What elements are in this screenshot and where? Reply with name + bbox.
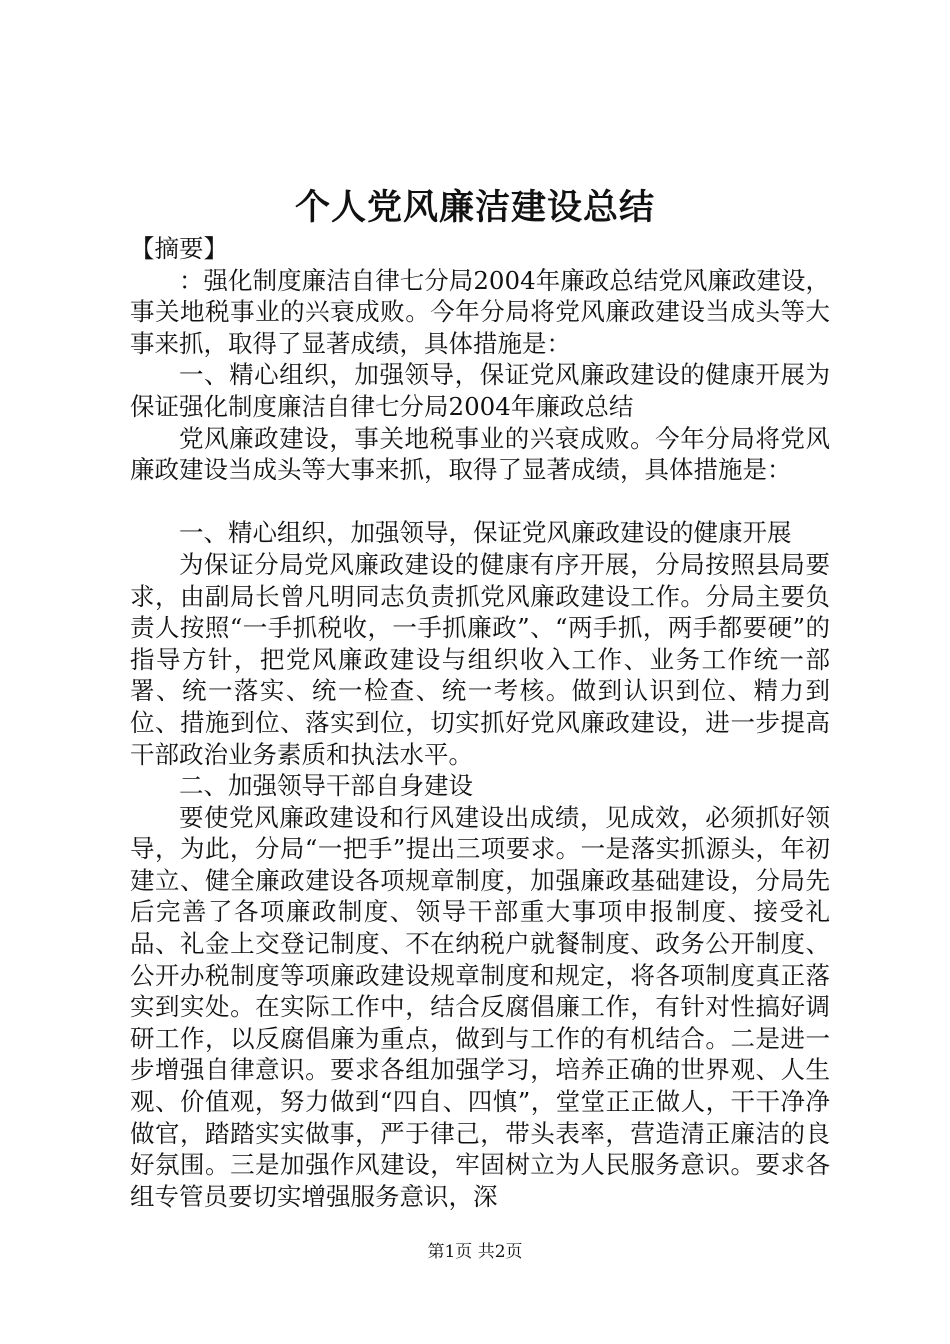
paragraph-section-2: 要使党风廉政建设和行风建设出成绩，见成效，必须抓好领导，为此，分局“一把手”提出三项要求。一是落实抓源头，年初建立、健全廉政建设各项规章制度，加强廉政基础建设，分局先后完善了各项廉政制度、领导干部重大事项申报制度、接受礼品、礼金上交登记制度、不在纳税户就餐制度、政务公开制度、公开办税制度等项廉政建设规章制度和规定，将各项制度真正落实到实处。在实际工作中，结合反腐倡廉工作，有针对性搞好调研工作，以反腐倡廉为重点，做到与工作的有机结合。二是进一步增强自律意识。要求各组加强学习，培养正确的世界观、人生观、价值观，努力做到“四自、四慎”，堂堂正正做人，干干净净做官，踏踏实实做事，严于律己，带头表率，营造清正廉洁的良好氛围。三是加强作风建设，牢固树立为人民服务意识。要求各组专管员要切实增强服务意识，深 bbox=[130, 802, 830, 1211]
blank-line bbox=[130, 486, 830, 518]
paragraph-heading-repeat: 一、精心组织，加强领导，保证党风廉政建设的健康开展为保证强化制度廉洁自律七分局2004年廉政总结 bbox=[130, 360, 830, 421]
document-body bbox=[130, 233, 830, 1212]
page-title: 个人党风廉洁建设总结 bbox=[294, 187, 655, 228]
summary-label: 【摘要】 bbox=[130, 234, 228, 263]
paragraph-intro: 党风廉政建设，事关地税事业的兴衰成败。今年分局将党风廉政建设当成头等大事来抓，取得了显著成绩，具体措施是： bbox=[130, 423, 830, 485]
page-footer: 第1页 共2页 bbox=[427, 1242, 523, 1262]
paragraph-summary: ：强化制度廉洁自律七分局2004年廉政总结党风廉政建设，事关地税事业的兴衰成败。今年分局将党风廉政建设当成头等大事来抓，取得了显著成绩，具体措施是： bbox=[130, 265, 830, 358]
section-heading-1: 一、精心组织，加强领导，保证党风廉政建设的健康开展 bbox=[179, 518, 792, 548]
paragraph-section-1: 为保证分局党风廉政建设的健康有序开展，分局按照县局要求，由副局长曾凡明同志负责抓党风廉政建设工作。分局主要负责人按照“一手抓税收，一手抓廉政”、“两手抓，两手都要硬”的指导方针，把党风廉政建设与组织收入工作、业务工作统一部署、统一落实、统一检查、统一考核。做到认识到位、精力到位、措施到位、落实到位，切实抓好党风廉政建设，进一步提高干部政治业务素质和执法水平。 bbox=[130, 549, 830, 769]
section-heading-2: 二、加强领导干部自身建设 bbox=[179, 771, 473, 801]
